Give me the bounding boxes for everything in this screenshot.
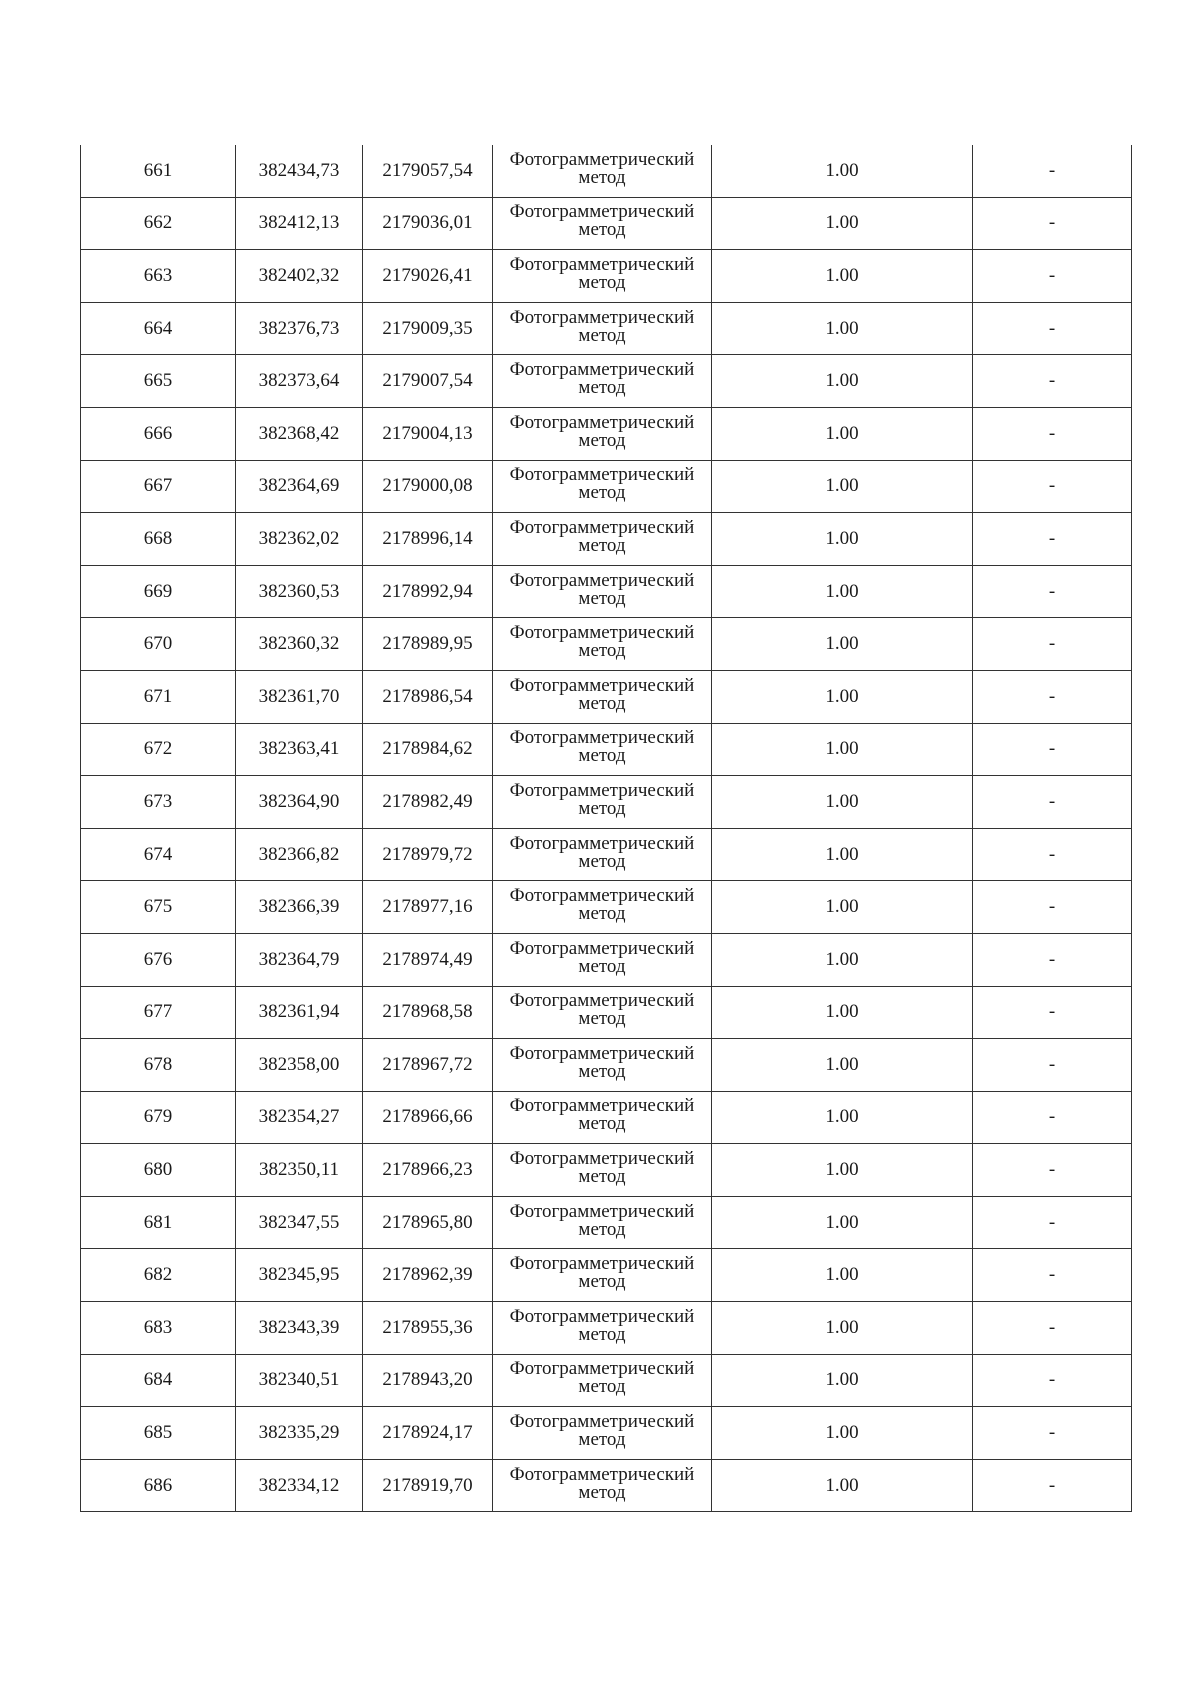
method-line-2: метод: [578, 640, 626, 662]
note-cell: -: [973, 881, 1132, 934]
note-cell: -: [973, 986, 1132, 1039]
accuracy-cell: 1.00: [712, 565, 973, 618]
method-cell: [493, 986, 712, 1039]
x-coordinate-cell: 382364,69: [236, 460, 363, 513]
method-line-2: метод: [578, 219, 626, 241]
method-line-2: метод: [578, 166, 626, 188]
note-cell: -: [973, 1196, 1132, 1249]
y-coordinate-cell: 2178992,94: [363, 565, 493, 618]
note-cell: -: [973, 828, 1132, 881]
method-cell: [493, 302, 712, 355]
point-number-cell: 673: [81, 776, 236, 829]
method-line-1: Фотограмметрический: [509, 359, 695, 381]
method-line-2: метод: [578, 1323, 626, 1345]
note-cell: -: [973, 1354, 1132, 1407]
note-cell: -: [973, 145, 1132, 197]
x-coordinate-cell: 382402,32: [236, 250, 363, 303]
table-row: [81, 828, 1132, 881]
accuracy-cell: 1.00: [712, 1144, 973, 1197]
point-number-cell: 663: [81, 250, 236, 303]
method-line-2: метод: [578, 745, 626, 767]
method-line-1: Фотограмметрический: [509, 1095, 695, 1117]
point-number-cell: 664: [81, 302, 236, 355]
point-number-cell: 674: [81, 828, 236, 881]
method-line-2: метод: [578, 1429, 626, 1451]
note-cell: -: [973, 565, 1132, 618]
method-line-1: Фотограмметрический: [509, 253, 695, 275]
accuracy-cell: 1.00: [712, 1302, 973, 1355]
method-cell: [493, 513, 712, 566]
method-cell: [493, 197, 712, 250]
table-row: [81, 513, 1132, 566]
accuracy-cell: 1.00: [712, 513, 973, 566]
y-coordinate-cell: 2178943,20: [363, 1354, 493, 1407]
x-coordinate-cell: 382345,95: [236, 1249, 363, 1302]
x-coordinate-cell: 382354,27: [236, 1091, 363, 1144]
point-number-cell: 683: [81, 1302, 236, 1355]
method-line-1: Фотограмметрический: [509, 1200, 695, 1222]
method-line-2: метод: [578, 1008, 626, 1030]
table-row: [81, 1302, 1132, 1355]
method-line-2: метод: [578, 797, 626, 819]
method-line-1: Фотограмметрический: [509, 201, 695, 223]
method-line-2: метод: [578, 377, 626, 399]
method-line-1: Фотограмметрический: [509, 1253, 695, 1275]
y-coordinate-cell: 2179000,08: [363, 460, 493, 513]
method-line-1: Фотограмметрический: [509, 464, 695, 486]
method-line-1: Фотограмметрический: [509, 1358, 695, 1380]
x-coordinate-cell: 382366,39: [236, 881, 363, 934]
method-cell: [493, 355, 712, 408]
table-row: [81, 407, 1132, 460]
table-row: [81, 618, 1132, 671]
table-row: [81, 250, 1132, 303]
method-line-2: метод: [578, 534, 626, 556]
method-line-1: Фотограмметрический: [509, 1411, 695, 1433]
note-cell: -: [973, 618, 1132, 671]
method-cell: [493, 1196, 712, 1249]
method-line-2: метод: [578, 482, 626, 504]
point-number-cell: 661: [81, 145, 236, 197]
table-row: [81, 776, 1132, 829]
x-coordinate-cell: 382358,00: [236, 1039, 363, 1092]
x-coordinate-cell: 382361,70: [236, 670, 363, 723]
method-line-1: Фотограмметрический: [509, 885, 695, 907]
accuracy-cell: 1.00: [712, 250, 973, 303]
method-cell: [493, 407, 712, 460]
x-coordinate-cell: 382412,13: [236, 197, 363, 250]
method-cell: [493, 1407, 712, 1460]
method-line-2: метод: [578, 271, 626, 293]
note-cell: -: [973, 250, 1132, 303]
note-cell: -: [973, 1144, 1132, 1197]
accuracy-cell: 1.00: [712, 197, 973, 250]
method-cell: [493, 1091, 712, 1144]
point-number-cell: 672: [81, 723, 236, 776]
table-row: [81, 933, 1132, 986]
y-coordinate-cell: 2178965,80: [363, 1196, 493, 1249]
table-row: [81, 302, 1132, 355]
y-coordinate-cell: 2178996,14: [363, 513, 493, 566]
point-number-cell: 685: [81, 1407, 236, 1460]
method-line-2: метод: [578, 1271, 626, 1293]
x-coordinate-cell: 382368,42: [236, 407, 363, 460]
accuracy-cell: 1.00: [712, 933, 973, 986]
y-coordinate-cell: 2178974,49: [363, 933, 493, 986]
x-coordinate-cell: 382360,32: [236, 618, 363, 671]
x-coordinate-cell: 382376,73: [236, 302, 363, 355]
y-coordinate-cell: 2178966,23: [363, 1144, 493, 1197]
y-coordinate-cell: 2178986,54: [363, 670, 493, 723]
method-line-1: Фотограмметрический: [509, 569, 695, 591]
point-number-cell: 686: [81, 1459, 236, 1512]
table-row: [81, 1407, 1132, 1460]
y-coordinate-cell: 2179036,01: [363, 197, 493, 250]
method-cell: [493, 1302, 712, 1355]
note-cell: -: [973, 1249, 1132, 1302]
point-number-cell: 681: [81, 1196, 236, 1249]
x-coordinate-cell: 382362,02: [236, 513, 363, 566]
method-cell: [493, 460, 712, 513]
method-line-1: Фотограмметрический: [509, 148, 695, 170]
method-cell: [493, 881, 712, 934]
method-line-2: метод: [578, 850, 626, 872]
table-row: [81, 460, 1132, 513]
method-line-2: метод: [578, 429, 626, 451]
note-cell: -: [973, 1407, 1132, 1460]
y-coordinate-cell: 2179057,54: [363, 145, 493, 197]
method-line-1: Фотограмметрический: [509, 622, 695, 644]
x-coordinate-cell: 382350,11: [236, 1144, 363, 1197]
note-cell: -: [973, 355, 1132, 408]
y-coordinate-cell: 2178955,36: [363, 1302, 493, 1355]
accuracy-cell: 1.00: [712, 1249, 973, 1302]
accuracy-cell: 1.00: [712, 828, 973, 881]
point-number-cell: 677: [81, 986, 236, 1039]
x-coordinate-cell: 382373,64: [236, 355, 363, 408]
x-coordinate-cell: 382343,39: [236, 1302, 363, 1355]
table-row: [81, 723, 1132, 776]
note-cell: -: [973, 1302, 1132, 1355]
method-line-2: метод: [578, 1113, 626, 1135]
point-number-cell: 679: [81, 1091, 236, 1144]
method-line-1: Фотограмметрический: [509, 779, 695, 801]
x-coordinate-cell: 382335,29: [236, 1407, 363, 1460]
y-coordinate-cell: 2178982,49: [363, 776, 493, 829]
table-row: [81, 1459, 1132, 1512]
point-number-cell: 678: [81, 1039, 236, 1092]
method-line-1: Фотограмметрический: [509, 411, 695, 433]
y-coordinate-cell: 2179004,13: [363, 407, 493, 460]
point-number-cell: 671: [81, 670, 236, 723]
accuracy-cell: 1.00: [712, 355, 973, 408]
y-coordinate-cell: 2178977,16: [363, 881, 493, 934]
point-number-cell: 684: [81, 1354, 236, 1407]
method-cell: [493, 145, 712, 197]
note-cell: -: [973, 723, 1132, 776]
point-number-cell: 676: [81, 933, 236, 986]
accuracy-cell: 1.00: [712, 1407, 973, 1460]
table-row: [81, 145, 1132, 197]
table-row: [81, 197, 1132, 250]
method-line-1: Фотограмметрический: [509, 1148, 695, 1170]
table-row: [81, 1091, 1132, 1144]
x-coordinate-cell: 382361,94: [236, 986, 363, 1039]
note-cell: -: [973, 460, 1132, 513]
method-cell: [493, 565, 712, 618]
method-cell: [493, 828, 712, 881]
x-coordinate-cell: 382334,12: [236, 1459, 363, 1512]
method-line-1: Фотограмметрический: [509, 674, 695, 696]
x-coordinate-cell: 382364,79: [236, 933, 363, 986]
method-cell: [493, 618, 712, 671]
method-line-2: метод: [578, 955, 626, 977]
x-coordinate-cell: 382434,73: [236, 145, 363, 197]
accuracy-cell: 1.00: [712, 670, 973, 723]
method-line-2: метод: [578, 692, 626, 714]
accuracy-cell: 1.00: [712, 460, 973, 513]
y-coordinate-cell: 2178984,62: [363, 723, 493, 776]
method-line-1: Фотограмметрический: [509, 832, 695, 854]
table-row: [81, 986, 1132, 1039]
table-row: [81, 355, 1132, 408]
point-number-cell: 680: [81, 1144, 236, 1197]
method-line-2: метод: [578, 1376, 626, 1398]
point-number-cell: 670: [81, 618, 236, 671]
note-cell: -: [973, 513, 1132, 566]
note-cell: -: [973, 197, 1132, 250]
table-row: [81, 670, 1132, 723]
method-cell: [493, 1144, 712, 1197]
method-line-1: Фотограмметрический: [509, 937, 695, 959]
method-line-2: метод: [578, 587, 626, 609]
coordinates-table: [80, 145, 1132, 1512]
y-coordinate-cell: 2178962,39: [363, 1249, 493, 1302]
method-line-1: Фотограмметрический: [509, 516, 695, 538]
note-cell: -: [973, 1039, 1132, 1092]
method-cell: [493, 933, 712, 986]
method-line-2: метод: [578, 1166, 626, 1188]
note-cell: -: [973, 933, 1132, 986]
method-line-1: Фотограмметрический: [509, 990, 695, 1012]
method-cell: [493, 250, 712, 303]
accuracy-cell: 1.00: [712, 1354, 973, 1407]
point-number-cell: 662: [81, 197, 236, 250]
y-coordinate-cell: 2178979,72: [363, 828, 493, 881]
coordinates-table-body: [81, 145, 1132, 1512]
method-cell: [493, 1459, 712, 1512]
table-row: [81, 881, 1132, 934]
table-row: [81, 1144, 1132, 1197]
table-row: [81, 565, 1132, 618]
accuracy-cell: 1.00: [712, 407, 973, 460]
table-row: [81, 1249, 1132, 1302]
note-cell: -: [973, 776, 1132, 829]
note-cell: -: [973, 1459, 1132, 1512]
accuracy-cell: 1.00: [712, 776, 973, 829]
method-line-2: метод: [578, 903, 626, 925]
accuracy-cell: 1.00: [712, 1196, 973, 1249]
method-line-1: Фотограмметрический: [509, 1463, 695, 1485]
y-coordinate-cell: 2178968,58: [363, 986, 493, 1039]
table-row: [81, 1354, 1132, 1407]
y-coordinate-cell: 2179026,41: [363, 250, 493, 303]
method-line-2: метод: [578, 324, 626, 346]
table-row: [81, 1196, 1132, 1249]
point-number-cell: 666: [81, 407, 236, 460]
x-coordinate-cell: 382347,55: [236, 1196, 363, 1249]
point-number-cell: 668: [81, 513, 236, 566]
method-line-2: метод: [578, 1060, 626, 1082]
x-coordinate-cell: 382363,41: [236, 723, 363, 776]
method-cell: [493, 670, 712, 723]
table-row: [81, 1039, 1132, 1092]
accuracy-cell: 1.00: [712, 618, 973, 671]
point-number-cell: 665: [81, 355, 236, 408]
point-number-cell: 669: [81, 565, 236, 618]
x-coordinate-cell: 382364,90: [236, 776, 363, 829]
method-line-1: Фотограмметрический: [509, 1305, 695, 1327]
note-cell: -: [973, 302, 1132, 355]
method-cell: [493, 1249, 712, 1302]
accuracy-cell: 1.00: [712, 1459, 973, 1512]
y-coordinate-cell: 2179007,54: [363, 355, 493, 408]
method-cell: [493, 1039, 712, 1092]
accuracy-cell: 1.00: [712, 145, 973, 197]
y-coordinate-cell: 2179009,35: [363, 302, 493, 355]
method-cell: [493, 723, 712, 776]
x-coordinate-cell: 382366,82: [236, 828, 363, 881]
method-line-2: метод: [578, 1481, 626, 1503]
method-cell: [493, 776, 712, 829]
y-coordinate-cell: 2178989,95: [363, 618, 493, 671]
y-coordinate-cell: 2178967,72: [363, 1039, 493, 1092]
method-line-1: Фотограмметрический: [509, 306, 695, 328]
point-number-cell: 667: [81, 460, 236, 513]
accuracy-cell: 1.00: [712, 881, 973, 934]
method-line-2: метод: [578, 1218, 626, 1240]
method-line-1: Фотограмметрический: [509, 1042, 695, 1064]
note-cell: -: [973, 1091, 1132, 1144]
x-coordinate-cell: 382360,53: [236, 565, 363, 618]
method-cell: [493, 1354, 712, 1407]
accuracy-cell: 1.00: [712, 302, 973, 355]
accuracy-cell: 1.00: [712, 723, 973, 776]
point-number-cell: 675: [81, 881, 236, 934]
note-cell: -: [973, 407, 1132, 460]
method-line-1: Фотограмметрический: [509, 727, 695, 749]
accuracy-cell: 1.00: [712, 1039, 973, 1092]
accuracy-cell: 1.00: [712, 986, 973, 1039]
y-coordinate-cell: 2178966,66: [363, 1091, 493, 1144]
y-coordinate-cell: 2178919,70: [363, 1459, 493, 1512]
y-coordinate-cell: 2178924,17: [363, 1407, 493, 1460]
accuracy-cell: 1.00: [712, 1091, 973, 1144]
point-number-cell: 682: [81, 1249, 236, 1302]
x-coordinate-cell: 382340,51: [236, 1354, 363, 1407]
note-cell: -: [973, 670, 1132, 723]
